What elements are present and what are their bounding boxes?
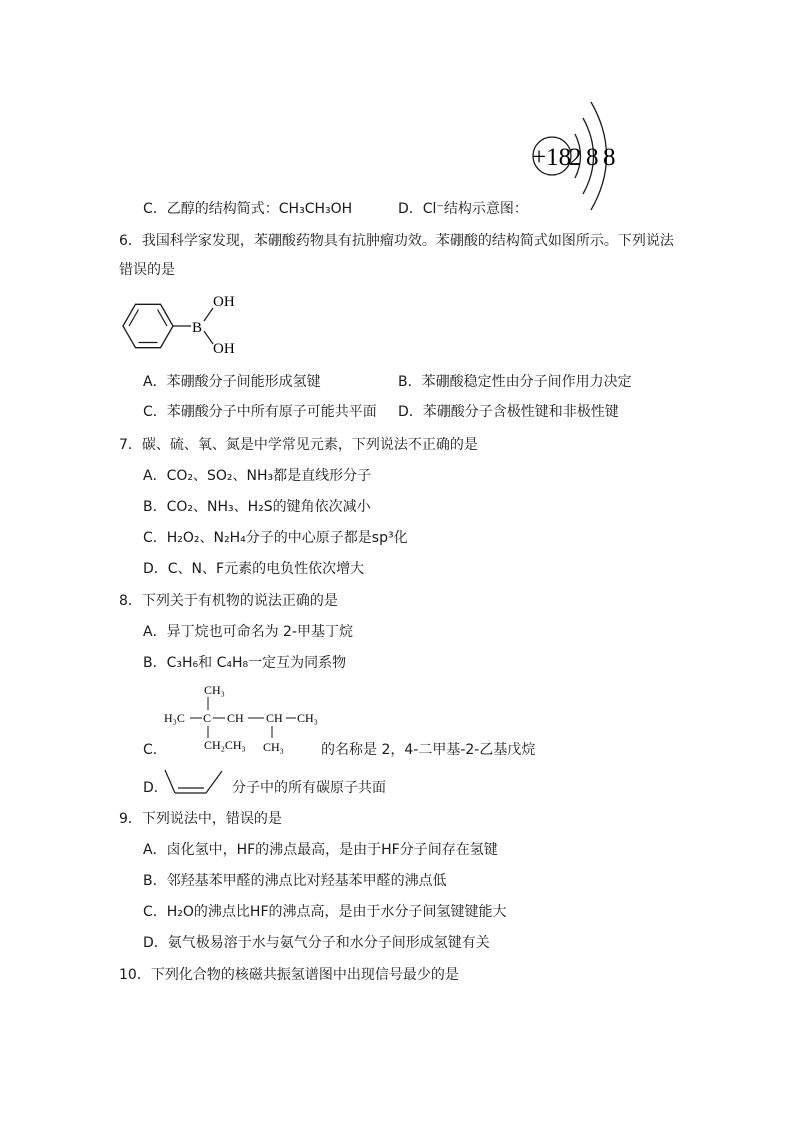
q10-stem: 10．下列化合物的核磁共振氢谱图中出现信号最少的是 — [119, 967, 459, 983]
q7-option-a: A．CO₂、SO₂、NH₃都是直线形分子 — [143, 468, 372, 484]
q9-stem: 9．下列说法中，错误的是 — [119, 811, 282, 827]
shell-3-electrons: 8 — [603, 144, 616, 171]
q8-option-a: A．异丁烷也可命名为 2-甲基丁烷 — [143, 624, 353, 640]
q6-stem-line2: 错误的是 — [119, 262, 175, 278]
q8-stem: 8．下列关于有机物的说法正确的是 — [119, 593, 338, 609]
shell-1-electrons: 2 — [569, 144, 582, 171]
q8-option-d-text: 分子中的所有碳原子共面 — [232, 780, 386, 796]
q7-option-c: C．H₂O₂、N₂H₄分子的中心原子都是sp³化 — [143, 530, 408, 546]
benzene-ring — [123, 304, 173, 347]
methyl-left: H₃C — [164, 711, 185, 725]
q5-option-c: C．乙醇的结构简式：CH₃CH₃OH — [143, 201, 353, 217]
shell-2-electrons: 8 — [586, 144, 599, 171]
q6-option-c: C．苯硼酸分子中所有原子可能共平面 — [143, 404, 377, 420]
q9-option-c: C．H₂O的沸点比HF的沸点高，是由于水分子间氢键键能大 — [143, 904, 507, 920]
phenylboronic-acid-structure — [115, 288, 255, 363]
boron-atom: B — [192, 320, 203, 336]
methyl-bottom: CH₃ — [263, 740, 284, 754]
2-butene-skeletal-structure — [162, 767, 232, 797]
methyl-right: CH₃ — [297, 711, 318, 725]
q8-option-c-text: 的名称是 2，4-二甲基-2-乙基戊烷 — [321, 742, 536, 758]
q8-option-c-structure — [160, 680, 325, 755]
nucleus-charge: +18 — [532, 144, 572, 171]
hydroxyl-bottom: OH — [213, 341, 235, 357]
methine-2: CH — [266, 711, 283, 725]
methine-1: CH — [227, 711, 244, 725]
quaternary-carbon: C — [203, 711, 212, 725]
methyl-top: CH₃ — [204, 683, 225, 697]
q6-option-d: D．苯硼酸分子含极性键和非极性键 — [398, 404, 619, 420]
q6-stem-line1: 6．我国科学家发现，苯硼酸药物具有抗肿瘤功效。苯硼酸的结构简式如图所示。下列说法 — [119, 233, 674, 249]
q7-option-d: D．C、N、F元素的电负性依次增大 — [143, 561, 365, 577]
q7-stem: 7．碳、硫、氧、氮是中学常见元素，下列说法不正确的是 — [119, 437, 478, 453]
q9-option-b: B．邻羟基苯甲醛的沸点比对羟基苯甲醛的沸点低 — [143, 873, 447, 889]
q9-option-a: A．卤化氢中，HF的沸点最高，是由于HF分子间存在氢键 — [143, 842, 498, 858]
chloride-ion-diagram — [520, 96, 630, 216]
q9-option-d: D．氨气极易溶于水与氨气分子和水分子间形成氢键有关 — [143, 935, 490, 951]
ethyl-branch: CH₂CH₃ — [204, 738, 246, 752]
q6-option-b: B．苯硼酸稳定性由分子间作用力决定 — [398, 374, 632, 390]
q6-option-a: A．苯硼酸分子间能形成氢键 — [143, 374, 321, 390]
q5-option-d: D．Cl⁻结构示意图： — [398, 201, 528, 217]
q8-option-d-label: D． — [143, 780, 168, 796]
q8-option-c-label: C． — [143, 742, 167, 758]
hydroxyl-top: OH — [213, 294, 235, 310]
q7-option-b: B．CO₂、NH₃、H₂S的键角依次减小 — [143, 499, 371, 515]
q8-option-b: B．C₃H₆和 C₄H₈一定互为同系物 — [143, 655, 347, 671]
